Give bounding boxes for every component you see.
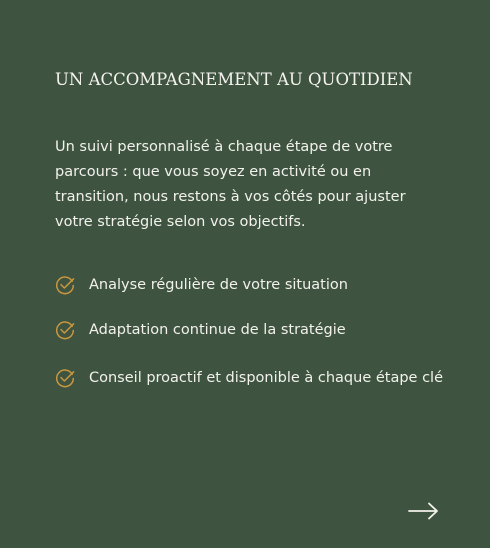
- feature-item: [55, 275, 348, 295]
- feature-label: Analyse régulière de votre situation: [89, 277, 348, 293]
- check-circle-icon: [55, 275, 75, 295]
- check-circle-icon: [55, 368, 75, 388]
- feature-label: Adaptation continue de la stratégie: [89, 322, 346, 338]
- feature-item: [55, 368, 443, 388]
- feature-label: Conseil proactif et disponible à chaque étape clé: [89, 370, 444, 386]
- section-title: UN ACCOMPAGNEMENT AU QUOTIDIEN: [55, 70, 413, 89]
- arrow-right-icon: [405, 498, 441, 524]
- check-circle-icon: [55, 320, 75, 340]
- section-description: Un suivi personnalisé à chaque étape de votre parcours : que vous soyez en activité ou en transition, nous restons à vos côtés pour ajuster votre stratégie selon vos objectifs.: [55, 139, 406, 230]
- feature-item: [55, 320, 346, 340]
- next-arrow-button[interactable]: [405, 498, 441, 524]
